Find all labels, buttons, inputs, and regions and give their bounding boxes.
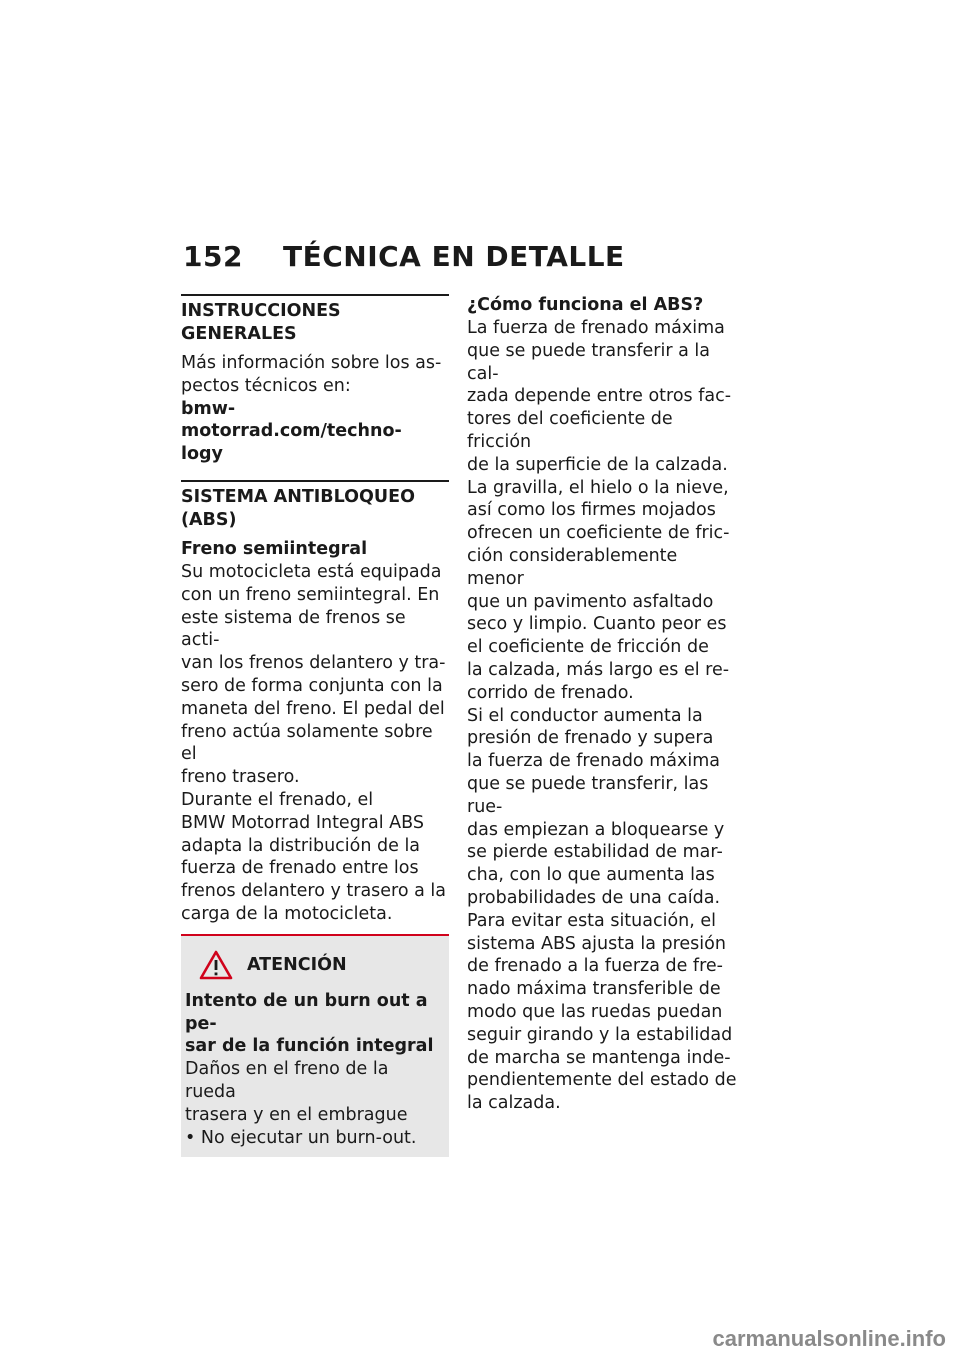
subheading-semiintegral: Freno semiintegral — [181, 538, 368, 559]
warning-triangle-icon — [199, 950, 233, 980]
warning-subtitle: Intento de un burn out a pe- sar de la función integral — [185, 990, 434, 1057]
abs-para-3: Para evitar esta situación, el sistema ABS ajusta la presión de frenado a la fuerza de fre- nado máxima transferible de modo que las ruedas puedan seguir girando y la estabilidad de marcha se mantenga inde- pendientemente del estado de la calzada. — [467, 910, 737, 1114]
page-number: 152 — [183, 240, 243, 273]
semiintegral-para-2: Durante el frenado, el BMW Motorrad Integral ABS adapta la distribución de la fuerza de frenado entre los frenos delantero y trasero a la carga de la motocicleta. — [181, 789, 447, 924]
watermark: carmanualsonline.info — [712, 1326, 946, 1351]
techno-link[interactable]: bmw-motorrad.com/techno- logy — [181, 398, 402, 465]
section-heading-general: INSTRUCCIONES GENERALES — [181, 301, 341, 344]
warning-bullet: • No ejecutar un burn-out. — [185, 1127, 417, 1148]
page-title — [183, 240, 625, 273]
abs-para-1: La fuerza de frenado máxima que se puede transferir a la cal- zada depende entre otros fac- tores del coeficiente de fricción de la superficie de la calzada. La gravilla, el hielo o la nieve, así como los firmes mojados ofrecen un coeficiente de fric- ción considerablemente menor que un pavimento asfaltado seco y limpio. Cuanto peor es el coeficiente de fricción de la calzada, más largo es el re- corrido de frenado. — [467, 318, 732, 703]
warning-title: ATENCIÓN — [247, 954, 347, 975]
right-column — [467, 294, 739, 1115]
section-rule — [181, 294, 449, 296]
warning-text: Daños en el freno de la rueda trasera y en el embrague — [185, 1059, 408, 1125]
section-rule — [181, 480, 449, 482]
abs-para-2: Si el conductor aumenta la presión de frenado y supera la fuerza de frenado máxima que se puede transferir, las rue- das empiezan a bloquearse y se pierde estabilidad de mar- cha, con lo que aumenta las probabilidades de una caída. — [467, 705, 725, 908]
warning-header — [185, 950, 443, 980]
left-column — [181, 294, 449, 1157]
abs-how-heading: ¿Cómo funciona el ABS? — [467, 295, 704, 315]
semiintegral-para-1: Su motocicleta está equipada con un freno semiintegral. En este sistema de frenos se acti- van los frenos delantero y tra- sero de forma conjunta con la maneta del freno. El pedal del freno actúa solamente sobre el freno trasero. — [181, 561, 446, 788]
section-heading-abs: SISTEMA ANTIBLOQUEO (ABS) — [181, 486, 415, 530]
warning-box — [181, 934, 449, 1158]
general-intro: Más información sobre los as- pectos técnicos en: — [181, 353, 442, 396]
chapter-title: TÉCNICA EN DETALLE — [283, 240, 625, 273]
